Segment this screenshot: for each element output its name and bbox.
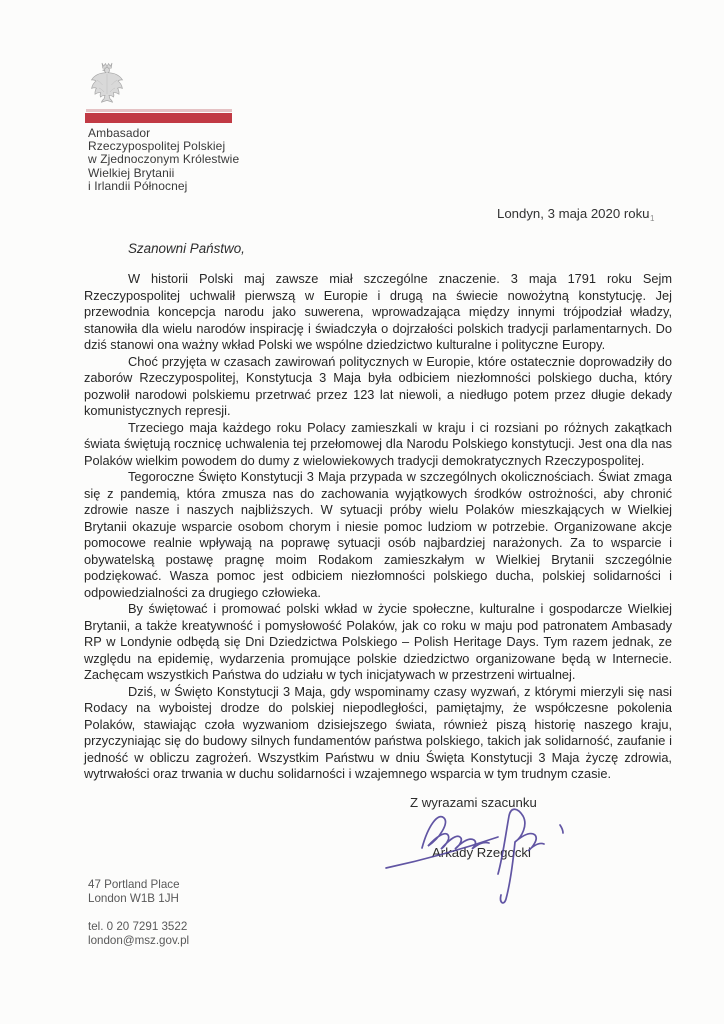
salutation: Szanowni Państwo,: [128, 241, 245, 256]
sender-line: i Irlandii Północnej: [88, 178, 188, 193]
eagle-icon: [89, 60, 125, 104]
sender-line: w Zjednoczonym Królestwie: [88, 152, 240, 167]
sender-block: [88, 127, 239, 193]
sender-line: Rzeczypospolitej Polskiej: [88, 139, 226, 154]
handwritten-signature: [378, 804, 578, 912]
email-line: london@msz.gov.pl: [88, 933, 190, 947]
phone-line: tel. 0 20 7291 3522: [88, 920, 188, 933]
signatory-name: Arkady Rzegocki: [432, 845, 531, 860]
letter-body: [84, 271, 672, 783]
sender-line: Ambasador: [88, 126, 151, 140]
eagle-beak: [103, 70, 105, 71]
paragraph-2: Choć przyjęta w czasach zawirowań politycznych w Europie, które ostatecznie doprowadziły do zaborów Rzeczypospolitej, Konstytucja 3 Maja była odbiciem niezłomności polskiego ducha, który pozwolił narodowi polskiemu przetrwać przez 123 lat niewoli, a niedługo potem przez długie dekady komunistycznych represji.: [84, 353, 672, 418]
footer-address: [88, 878, 180, 906]
flag-bar-highlight: [86, 109, 232, 112]
paragraph-3: Trzeciego maja każdego roku Polacy zamieszkali w kraju i ci rozsiani po różnych zakątkach świata świętują rocznicę uchwalenia tej przełomowej dla Narodu Polskiego konstytucji. Jest ona dla nas Polaków wielkim powodem do dumy z wielowiekowych tradycji demokratycznych Rzeczypospolitej.: [84, 419, 672, 468]
address-line: 47 Portland Place: [88, 878, 180, 891]
closing-phrase: Z wyrazami szacunku: [410, 795, 537, 810]
date-line: Londyn, 3 maja 2020 roku: [497, 206, 650, 221]
sender-line: Wielkiej Brytanii: [88, 165, 175, 180]
address-line: London W1B 1JH: [88, 891, 179, 905]
paragraph-6: Dziś, w Święto Konstytucji 3 Maja, gdy wspominamy czasy wyzwań, z którymi mierzyli się nasi Rodacy na wyboistej drodze do polskiej niepodległości, pamiętajmy, że współczesne pokolenia Polaków, stawiając czoła wyzwaniom dzisiejszego świata, również piszą historię naszego kraju, przyczyniając się do budowy silnych fundamentów państwa polskiego, takich jak solidarność, zaufanie i jedność w obliczu zagrożeń. Wszystkim Państwu w dniu Święta Konstytucji 3 Maja życzę zdrowia, wytrwałości oraz trwania w duchu solidarności i wzajemnego wsparcia w tym trudnym czasie.: [84, 683, 672, 781]
flag-bar: [85, 113, 232, 123]
signature-ink-icon: [378, 804, 578, 912]
footer-contact: [88, 920, 189, 948]
paragraph-4: Tegoroczne Święto Konstytucji 3 Maja przypada w szczególnych okolicznościach. Świat zmaga się z pandemią, która zmusza nas do zachowania wyjątkowych środków ostrożności, aby chronić zdrowie nasze i naszych najbliższych. W sytuacji próby wielu Polaków mieszkających w Wielkiej Brytanii okazuje wsparcie osobom chorym i niesie pomoc ludziom w potrzebie. Organizowane akcje pomocowe realnie wpływają na poprawę sytuacji osób najbardziej narażonych. Za to wsparcie i obywatelską postawę pragnę moim Rodakom zamieszkałym w Wielkiej Brytanii szczególnie podziękować. Wasza pomoc jest odbiciem niezłomności polskiego ducha, polskiej solidarności i odpowiedzialności za drugiego człowieka.: [84, 469, 672, 600]
paragraph-1: W historii Polski maj zawsze miał szczególne znaczenie. 3 maja 1791 roku Sejm Rzeczypospolitej uchwalił pierwszą w Europie i drugą na świecie nowożytną konstytucję. Jej przewodnia koncepcja narodu jako suwerena, wprowadzająca między innymi trójpodział władzy, stanowiła dla wielu narodów inspirację i świadczyła o dojrzałości polskich tradycji parlamentarnych. Do dziś stanowi ona ważny wkład Polski we wspólne dziedzictwo kulturalne i polityczne Europy.: [84, 271, 672, 352]
scan-artifact-mark: 1: [650, 214, 655, 223]
polish-eagle-emblem: [89, 60, 125, 104]
paragraph-5: By świętować i promować polski wkład w życie społeczne, kulturalne i gospodarcze Wielkiej Brytanii, a także kreatywność i pomysłowość Polaków, jak co roku w maju pod patronatem Ambasady RP w Londynie odbędą się Dni Dziedzictwa Polskiego – Polish Heritage Days. Tym razem jednak, ze względu na epidemię, wydarzenia promujące polskie dziedzictwo organizowane będą w Internecie. Zachęcam wszystkich Państwa do udziału w tych inicjatywach w przestrzeni wirtualnej.: [84, 601, 672, 682]
